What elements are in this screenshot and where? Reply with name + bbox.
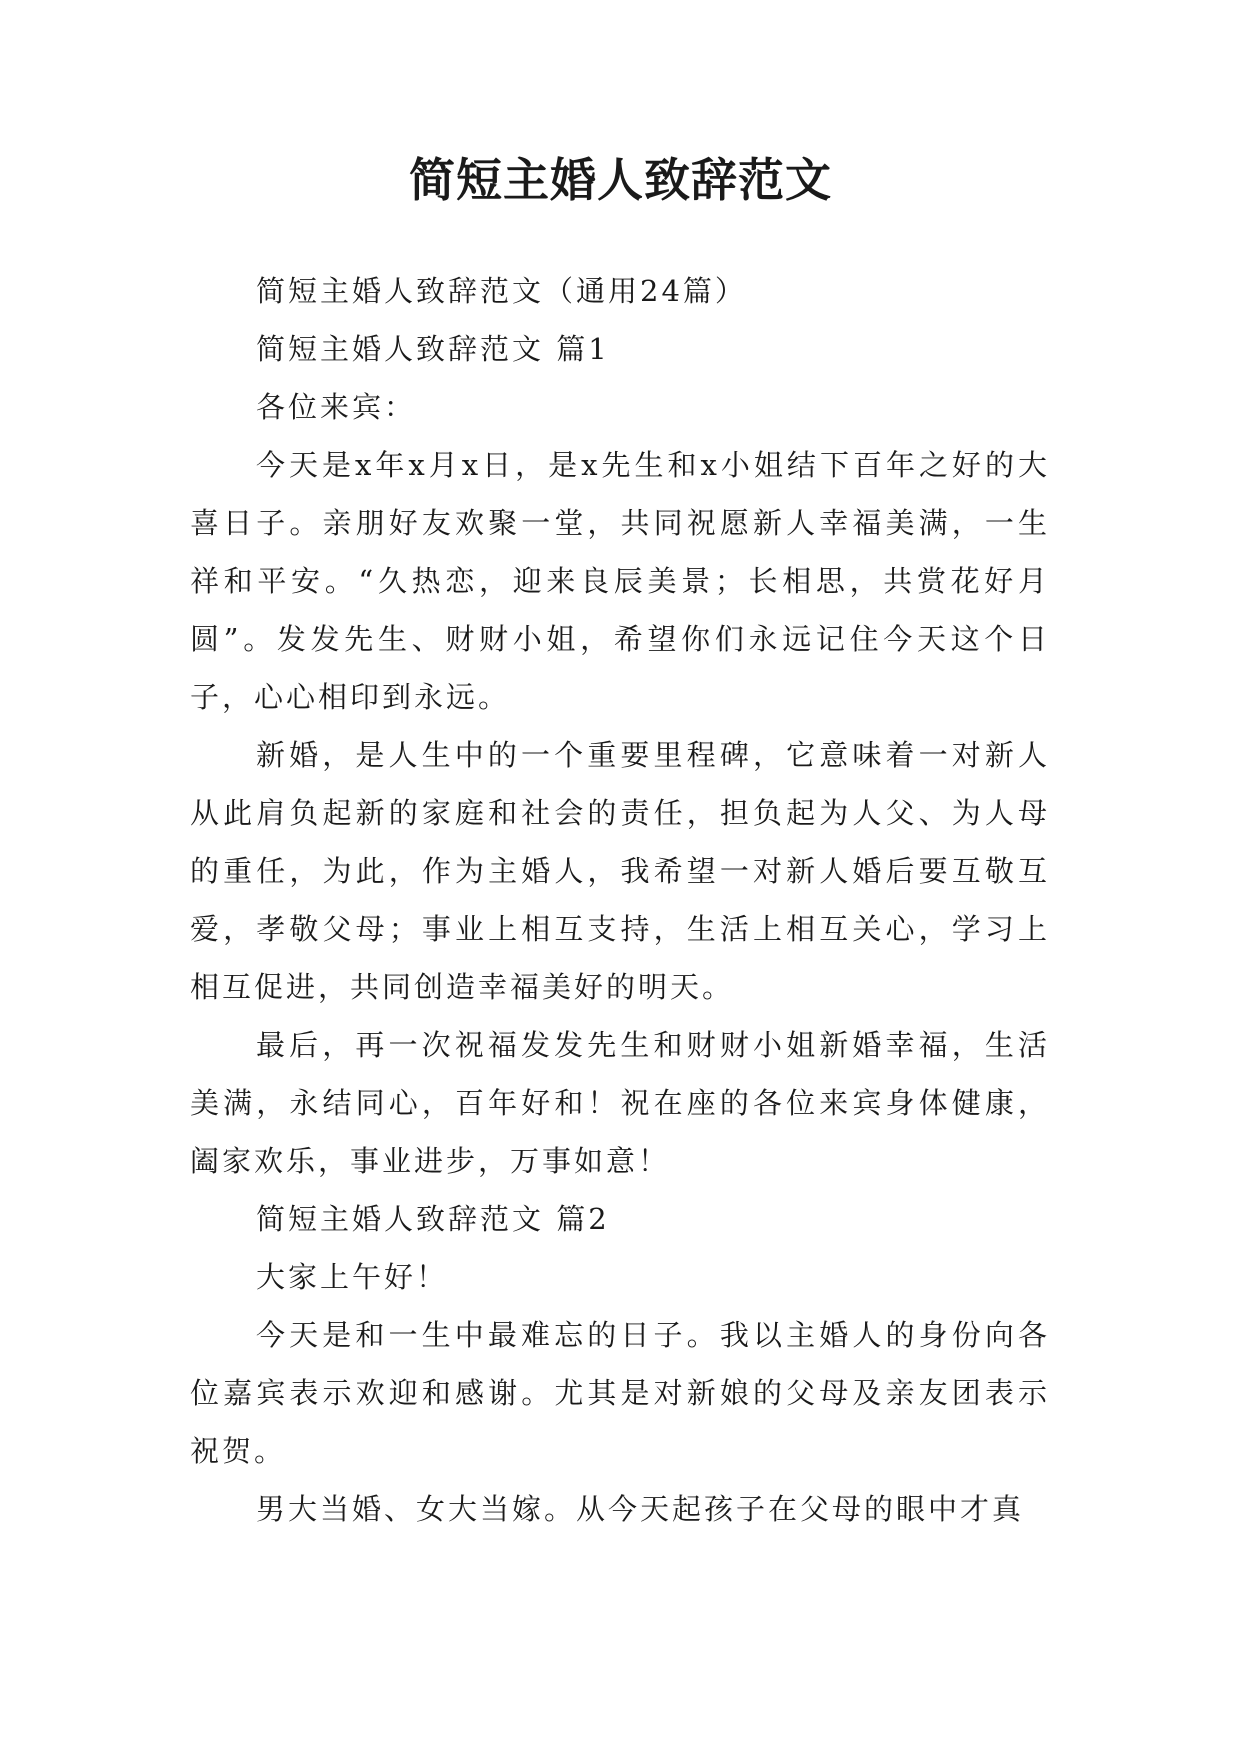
section-heading: 简短主婚人致辞范文 篇1: [256, 332, 610, 366]
salutation: 各位来宾：: [256, 390, 417, 424]
paragraph: 最后，再一次祝福发发先生和财财小姐新婚幸福，生活美满，永结同心，百年好和！祝在座的各位来宾身体健康，阖家欢乐，事业进步，万事如意！: [190, 1028, 1050, 1178]
subtitle-line: 简短主婚人致辞范文（通用24篇）: [256, 274, 747, 308]
paragraph: 新婚，是人生中的一个重要里程碑，它意味着一对新人从此肩负起新的家庭和社会的责任，担负起为人父、为人母的重任，为此，作为主婚人，我希望一对新人婚后要互敬互爱，孝敬父母；事业上相互支持，生活上相互关心，学习上相互促进，共同创造幸福美好的明天。: [190, 738, 1050, 1004]
salutation: 大家上午好！: [256, 1260, 449, 1294]
paragraph: 今天是和一生中最难忘的日子。我以主婚人的身份向各位嘉宾表示欢迎和感谢。尤其是对新娘的父母及亲友团表示祝贺。: [190, 1318, 1050, 1468]
document-body: [190, 262, 1050, 1538]
section-heading: 简短主婚人致辞范文 篇2: [256, 1202, 610, 1236]
paragraph: 男大当婚、女大当嫁。从今天起孩子在父母的眼中才真: [256, 1492, 1025, 1526]
paragraph: 今天是x年x月x日，是x先生和x小姐结下百年之好的大喜日子。亲朋好友欢聚一堂，共同祝愿新人幸福美满，一生祥和平安。“久热恋，迎来良辰美景；长相思，共赏花好月圆”。发发先生、财财小姐，希望你们永远记住今天这个日子，心心相印到永远。: [190, 448, 1050, 714]
document-title: 简短主婚人致辞范文: [409, 153, 832, 207]
